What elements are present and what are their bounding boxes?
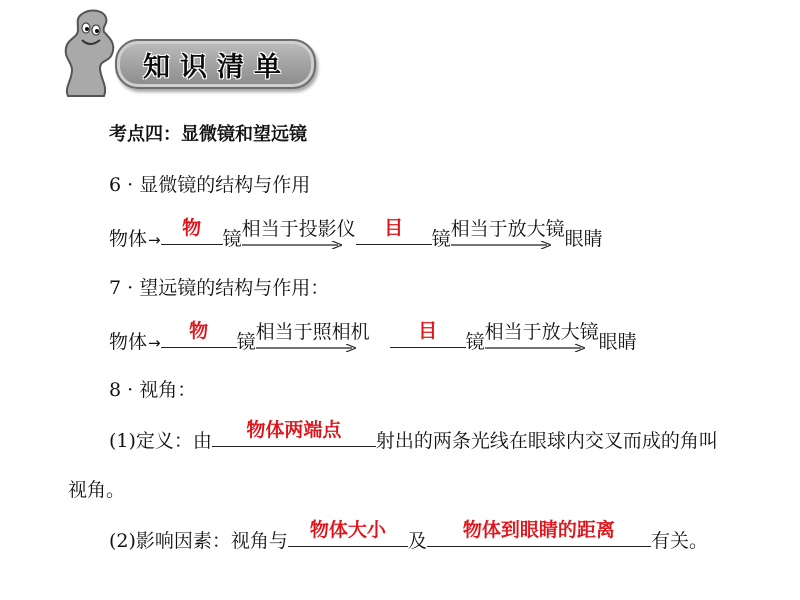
item6-relation-2 xyxy=(450,218,565,251)
definition-prefix: (1)定义：由 xyxy=(109,430,212,452)
factor-answer-2: 物体到眼睛的距离 xyxy=(462,519,615,541)
definition-answer: 物体两端点 xyxy=(246,419,342,441)
relation-arrow-icon xyxy=(451,241,551,249)
item6-answer-1: 物 xyxy=(182,217,202,239)
item8-title: 8 · 视角： xyxy=(109,379,197,401)
definition-blank xyxy=(212,419,376,447)
item6-answer-2: 目 xyxy=(384,217,404,239)
item6-suffix-1: 镜 xyxy=(222,228,242,250)
item6-blank-2 xyxy=(356,217,432,245)
factor-end: 有关。 xyxy=(650,530,708,552)
item6-relation-2-text: 相当于放大镜 xyxy=(450,218,565,240)
factor-blank-1 xyxy=(288,519,408,547)
item7-end: 眼睛 xyxy=(598,331,637,353)
item7-relation-2-text: 相当于放大镜 xyxy=(484,321,599,343)
item7-suffix-1: 镜 xyxy=(236,331,256,353)
arrow-icon: → xyxy=(148,334,161,352)
factor-prefix: (2)影响因素：视角与 xyxy=(109,530,288,552)
item7-suffix-2: 镜 xyxy=(465,331,485,353)
item6-title: 6 · 显微镜的结构与作用 xyxy=(109,174,311,196)
relation-arrow-icon xyxy=(242,241,342,249)
item7-blank-2 xyxy=(390,320,466,348)
relation-arrow-icon xyxy=(256,344,356,352)
item6-suffix-2: 镜 xyxy=(431,228,451,250)
arrow-icon: → xyxy=(148,231,161,249)
factor-mid: 及 xyxy=(407,530,427,552)
item7-flow xyxy=(109,320,637,354)
factor-answer-1: 物体大小 xyxy=(309,519,386,541)
item8-definition xyxy=(109,419,718,453)
definition-rest: 射出的两条光线在眼球内交叉而成的角叫 xyxy=(375,430,718,452)
item6-prefix: 物体 xyxy=(109,228,148,250)
item7-answer-1: 物 xyxy=(189,320,209,342)
item7-title: 7 · 望远镜的结构与作用： xyxy=(109,277,330,299)
section-badge xyxy=(60,8,320,100)
item6-blank-1 xyxy=(161,217,223,245)
item8-factors xyxy=(109,519,708,553)
item6-end: 眼睛 xyxy=(564,228,603,250)
item7-blank-1 xyxy=(161,320,237,348)
factor-blank-2 xyxy=(427,519,651,547)
item7-answer-2: 目 xyxy=(418,320,438,342)
badge-text: 知识清单 xyxy=(143,52,291,83)
item7-relation-1 xyxy=(255,321,370,354)
definition-end: 视角。 xyxy=(68,479,126,501)
section-title: 考点四：显微镜和望远镜 xyxy=(109,124,307,145)
item7-relation-1-text: 相当于照相机 xyxy=(255,321,370,343)
item6-relation-1 xyxy=(241,218,356,251)
item7-prefix: 物体 xyxy=(109,331,148,353)
item6-flow xyxy=(109,217,603,251)
item6-relation-1-text: 相当于投影仪 xyxy=(241,218,356,240)
item7-relation-2 xyxy=(484,321,599,354)
relation-arrow-icon xyxy=(485,344,585,352)
